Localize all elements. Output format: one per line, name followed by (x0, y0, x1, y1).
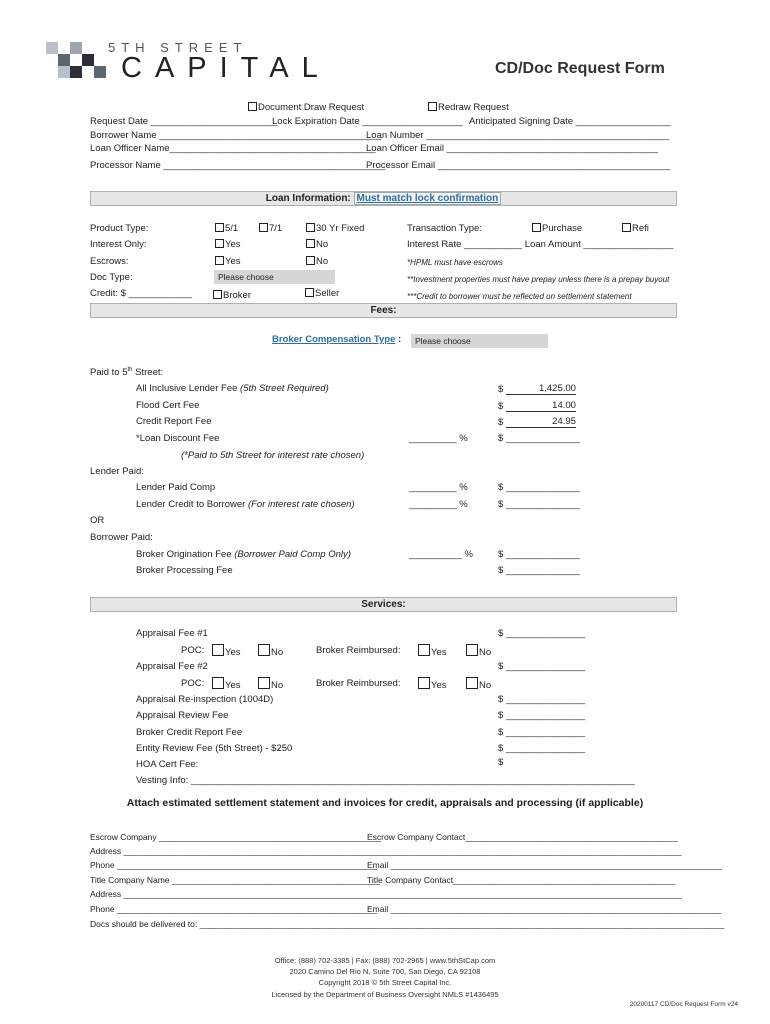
doc-type-select[interactable]: Please choose (214, 270, 335, 284)
purchase-option[interactable]: Purchase (532, 223, 582, 234)
loan-discount-amount[interactable]: $ ______________ (498, 433, 580, 444)
broker-origination-amount[interactable]: $ ______________ (498, 549, 580, 560)
attach-note: Attach estimated settlement statement and invoices for credit, appraisals and processing (if applicable) (126, 797, 644, 809)
flood-cert-label: Flood Cert Fee (136, 400, 200, 411)
appraisal1-label: Appraisal Fee #1 (136, 628, 208, 639)
lender-credit-amount[interactable]: $ ______________ (498, 499, 580, 510)
lender-fee-label: All Inclusive Lender Fee (5th Street Required) (136, 383, 329, 394)
lender-credit-label: Lender Credit to Borrower (For interest rate chosen) (136, 499, 355, 510)
appraisal2-poc-yes-checkbox[interactable] (212, 677, 224, 689)
credit-note: ***Credit to borrower must be reflected on settlement statement (407, 292, 632, 301)
purchase-checkbox[interactable] (532, 223, 541, 232)
appraisal2-poc-yes[interactable]: Yes (212, 677, 241, 691)
lock-expiration-field[interactable]: Lock Expiration Date ___________________ (272, 116, 463, 127)
appraisal1-reimbursed-yes[interactable]: Yes (418, 644, 447, 658)
review-fee-amount[interactable]: $ _______________ (498, 710, 586, 721)
discount-note: (*Paid to 5th Street for interest rate chosen) (181, 450, 365, 461)
appraisal2-reimbursed-no-checkbox[interactable] (466, 677, 478, 689)
loan-officer-email-field[interactable]: Loan Officer Email ________________________________________ (366, 143, 658, 154)
refi-checkbox[interactable] (622, 223, 631, 232)
appraisal1-poc-yes[interactable]: Yes (212, 644, 241, 658)
escrows-yes-checkbox[interactable] (215, 256, 224, 265)
borrower-paid-label: Borrower Paid: (90, 532, 153, 543)
appraisal1-amount[interactable]: $ _______________ (498, 628, 586, 639)
product-30yr-option[interactable]: 30 Yr Fixed (306, 223, 364, 234)
redraw-option[interactable]: Redraw Request (428, 102, 509, 113)
product-type-label: Product Type: (90, 223, 149, 234)
delivery-field[interactable]: Docs should be delivered to: _______________________________________________________________________________________________________________ (90, 919, 725, 929)
request-date-field[interactable]: Request Date ________________________ (90, 116, 278, 127)
entity-review-label: Entity Review Fee (5th Street) - $250 (136, 743, 293, 754)
appraisal1-reimbursed-no[interactable]: No (466, 644, 491, 658)
doc-draw-option[interactable]: Document Draw Request (248, 102, 364, 113)
logo-top-text: 5TH STREET (108, 40, 248, 55)
lender-credit-percent[interactable]: _________ % (409, 499, 468, 510)
hoa-cert-amount[interactable]: $ (498, 757, 504, 768)
title-phone-field[interactable]: Phone _______________________________________________________ (90, 904, 377, 914)
interest-only-yes[interactable]: Yes (215, 239, 241, 250)
title-address-field[interactable]: Address ______________________________________________________________________________________________________________________ (90, 889, 682, 899)
logo-main-text: CAPITAL (121, 52, 331, 84)
fees-header: Fees: (90, 303, 677, 318)
escrows-no-checkbox[interactable] (306, 256, 315, 265)
credit-seller-checkbox[interactable] (305, 288, 314, 297)
loan-number-field[interactable]: Loan Number ______________________________________________ (366, 130, 670, 141)
product-71-option[interactable]: 7/1 (259, 223, 282, 234)
product-51-option[interactable]: 5/1 (215, 223, 238, 234)
hpml-note: *HPML must have escrows (407, 258, 503, 267)
lock-confirmation-link[interactable]: Must match lock confirmation (354, 192, 502, 205)
credit-report-amount[interactable]: $ 24.95 (498, 416, 576, 428)
escrow-address-field[interactable]: Address ______________________________________________________________________________________________________________________ (90, 846, 682, 856)
entity-review-amount[interactable]: $ _______________ (498, 743, 586, 754)
escrows-label: Escrows: (90, 256, 129, 267)
credit-seller-option[interactable]: Seller (305, 288, 339, 299)
interest-only-no[interactable]: No (306, 239, 328, 250)
appraisal2-reimbursed-yes-checkbox[interactable] (418, 677, 430, 689)
interest-only-yes-checkbox[interactable] (215, 239, 224, 248)
footer-license: Licensed by the Department of Business Oversight NMLS #1436495 (271, 990, 499, 999)
footer-address: 2020 Camino Del Rio N, Suite 700, San Diego, CA 92108 (289, 967, 481, 976)
loan-discount-label: *Loan Discount Fee (136, 433, 220, 444)
broker-origination-percent[interactable]: __________ % (409, 549, 473, 560)
broker-processing-label: Broker Processing Fee (136, 565, 233, 576)
escrows-no[interactable]: No (306, 256, 328, 267)
appraisal2-poc-no-checkbox[interactable] (258, 677, 270, 689)
services-header: Services: (90, 597, 677, 612)
broker-comp-select[interactable]: Please choose (411, 334, 548, 348)
reinspection-amount[interactable]: $ _______________ (498, 694, 586, 705)
appraisal1-reimbursed-label: Broker Reimbursed: (316, 645, 401, 656)
doc-draw-checkbox[interactable] (248, 102, 257, 111)
reinspection-label: Appraisal Re-inspection (1004D) (136, 694, 274, 705)
lender-fee-amount[interactable]: $ 1,425.00 (498, 383, 576, 395)
review-fee-label: Appraisal Review Fee (136, 710, 229, 721)
form-version: 20200117 CD/Doc Request Form v24 (629, 1001, 738, 1008)
investment-note: **Investment properties must have prepay unless there is a prepay buyout (407, 275, 670, 284)
product-51-checkbox[interactable] (215, 223, 224, 232)
credit-broker-checkbox[interactable] (213, 290, 222, 299)
broker-credit-report-amount[interactable]: $ _______________ (498, 727, 586, 738)
vesting-info-field[interactable]: Vesting Info: ____________________________________________________________________________________ (136, 775, 635, 786)
lender-paid-comp-amount[interactable]: $ ______________ (498, 482, 580, 493)
loan-officer-name-field[interactable]: Loan Officer Name_______________________________________ (90, 143, 376, 154)
or-label: OR (90, 515, 105, 526)
credit-broker-option[interactable]: Broker (213, 290, 251, 301)
lender-paid-comp-label: Lender Paid Comp (136, 482, 216, 493)
appraisal2-poc-label: POC: (181, 678, 205, 689)
appraisal1-poc-label: POC: (181, 645, 205, 656)
transaction-type-label: Transaction Type: (407, 223, 482, 234)
interest-rate-loan-amount-field[interactable]: Interest Rate ___________ Loan Amount _________________ (407, 239, 674, 250)
appraisal2-reimbursed-no[interactable]: No (466, 677, 491, 691)
doc-type-label: Doc Type: (90, 272, 133, 283)
appraisal2-amount[interactable]: $ _______________ (498, 661, 586, 672)
broker-origination-label: Broker Origination Fee (Borrower Paid Comp Only) (136, 549, 351, 560)
signing-date-field[interactable]: Anticipated Signing Date __________________ (469, 116, 671, 127)
title-company-field[interactable]: Title Company Name ____________________________________________ (90, 875, 380, 885)
flood-cert-amount[interactable]: $ 14.00 (498, 400, 576, 412)
interest-only-label: Interest Only: (90, 239, 147, 250)
refi-option[interactable]: Refi (622, 223, 649, 234)
appraisal2-reimbursed-yes[interactable]: Yes (418, 677, 447, 691)
footer-copyright: Copyright 2018 © 5th Street Capital Inc. (318, 978, 452, 987)
escrow-contact-field[interactable]: Escrow Company Contact_____________________________________________ (367, 832, 678, 842)
paid-to-label: Paid to 5th Street: (90, 367, 164, 379)
product-30yr-checkbox[interactable] (306, 223, 315, 232)
page-title: CD/Doc Request Form (495, 60, 665, 77)
escrow-company-field[interactable]: Escrow Company _______________________________________________ (90, 832, 382, 842)
appraisal1-poc-yes-checkbox[interactable] (212, 644, 224, 656)
broker-processing-amount[interactable]: $ ______________ (498, 565, 580, 576)
appraisal2-label: Appraisal Fee #2 (136, 661, 208, 672)
loan-discount-percent[interactable]: _________ % (409, 433, 468, 444)
title-email-field[interactable]: Email ______________________________________________________________________ (367, 904, 722, 914)
lender-paid-comp-percent[interactable]: _________ % (409, 482, 468, 493)
lender-paid-label: Lender Paid: (90, 466, 144, 477)
appraisal1-poc-no[interactable]: No (258, 644, 283, 658)
appraisal1-poc-no-checkbox[interactable] (258, 644, 270, 656)
appraisal1-reimbursed-yes-checkbox[interactable] (418, 644, 430, 656)
footer-contact: Office: (888) 702-3385 | Fax: (888) 702-2965 | www.5thStCap.com (274, 956, 496, 965)
title-contact-field[interactable]: Title Company Contact_______________________________________________ (367, 875, 676, 885)
processor-email-field[interactable]: Processor Email ____________________________________________ (366, 160, 671, 171)
broker-credit-report-label: Broker Credit Report Fee (136, 727, 243, 738)
broker-comp-label: Broker Compensation Type : (272, 334, 402, 345)
appraisal2-poc-no[interactable]: No (258, 677, 283, 691)
escrow-email-field[interactable]: Email ______________________________________________________________________ (367, 860, 722, 870)
interest-only-no-checkbox[interactable] (306, 239, 315, 248)
product-71-checkbox[interactable] (259, 223, 268, 232)
processor-name-field[interactable]: Processor Name __________________________________________ (90, 160, 386, 171)
borrower-name-field[interactable]: Borrower Name __________________________________________ (90, 130, 382, 141)
escrows-yes[interactable]: Yes (215, 256, 241, 267)
appraisal1-reimbursed-no-checkbox[interactable] (466, 644, 478, 656)
loan-information-header: Loan Information: Must match lock confirmation (90, 191, 677, 206)
redraw-checkbox[interactable] (428, 102, 437, 111)
appraisal2-reimbursed-label: Broker Reimbursed: (316, 678, 401, 689)
escrow-phone-field[interactable]: Phone _______________________________________________________ (90, 860, 377, 870)
hoa-cert-label: HOA Cert Fee: (136, 759, 199, 770)
credit-report-label: Credit Report Fee (136, 416, 212, 427)
contacts-section (90, 832, 725, 932)
credit-field[interactable]: Credit: $ ____________ (90, 288, 192, 299)
